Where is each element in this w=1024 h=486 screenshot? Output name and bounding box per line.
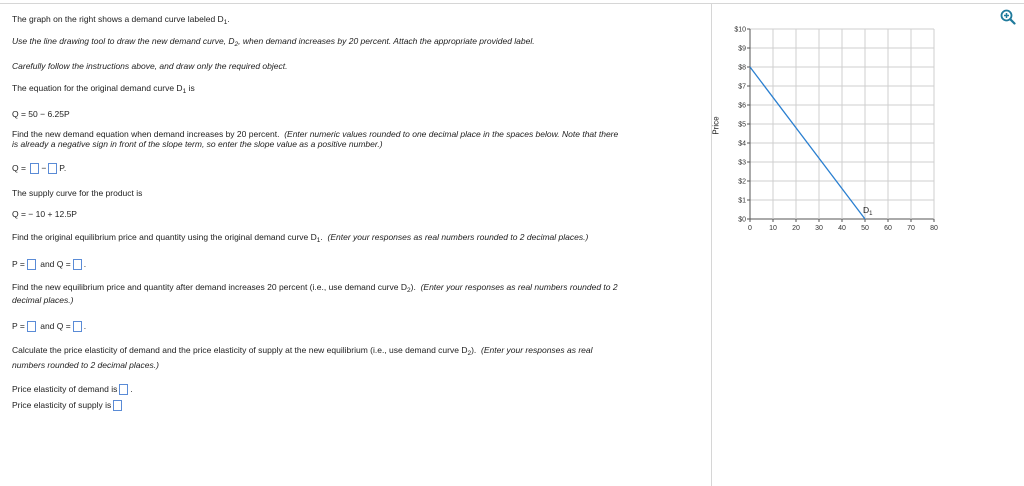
instruction-text: Use the line drawing tool to draw the new demand curve, $D_2$, when demand increases by 20 percent. Attach the appropriate provided label. (12, 36, 535, 48)
new-equilibrium-note: decimal places.) (12, 295, 74, 305)
elasticity-note: numbers rounded to 2 decimal places.) (12, 360, 159, 370)
original-price-input[interactable] (27, 259, 36, 270)
new-equilibrium-question: Find the new equilibrium price and quantity after demand increases 20 percent (i.e., use demand curve $D_2$). (Enter your responses as real numbers rounded to 2 (12, 282, 618, 294)
demand-equation: Q = 50 − 6.25P (12, 109, 70, 119)
new-demand-note: is already a negative sign in front of the slope term, so enter the slope value as a positive number.) (12, 139, 383, 149)
demand-graph[interactable] (713, 18, 953, 253)
original-equilibrium-row: P = and Q = . (12, 259, 87, 269)
supply-elasticity-input[interactable] (113, 400, 122, 411)
elasticity-question: Calculate the price elasticity of demand and the price elasticity of supply at the new equilibrium (i.e., use demand curve $D_2$). (Enter your responses as real (12, 345, 593, 357)
supply-intro: The supply curve for the product is (12, 188, 143, 198)
x-tick-label: 20 (792, 225, 800, 232)
y-tick-labels (734, 27, 750, 224)
original-equilibrium-question: Find the original equilibrium price and quantity using the original demand curve $D_1$. (Enter your responses as real numbers rounded to 2 decimal places.) (12, 232, 589, 244)
y-tick-label: $3 (738, 159, 746, 167)
y-tick-label: $10 (734, 26, 746, 34)
intercept-input[interactable] (30, 163, 39, 174)
y-tick-label: $4 (738, 140, 746, 148)
original-quantity-input[interactable] (73, 259, 82, 270)
y-tick-label: $1 (738, 197, 746, 205)
y-axis-label: Price (711, 116, 721, 135)
demand-equation-intro: The equation for the original demand curve $D_1$ is (12, 83, 195, 95)
x-tick-label: 40 (838, 225, 846, 232)
y-tick-label: $2 (738, 178, 746, 186)
new-demand-equation-row: Q = − P. (12, 163, 67, 173)
y-tick-label: $9 (738, 45, 746, 53)
x-tick-label: 0 (748, 225, 752, 232)
x-tick-label: 60 (884, 225, 892, 232)
curve-label-d1: $D_1$ (863, 205, 873, 217)
zoom-in-button[interactable] (1000, 9, 1016, 25)
x-tick-label: 70 (907, 225, 915, 232)
y-tick-label: $6 (738, 102, 746, 110)
x-tick-label: 80 (930, 225, 938, 232)
new-quantity-input[interactable] (73, 321, 82, 332)
demand-elasticity-row: Price elasticity of demand is . (12, 384, 133, 394)
zoom-in-icon (1000, 9, 1016, 25)
y-tick-label: $7 (738, 83, 746, 91)
new-equilibrium-row: P = and Q = . (12, 321, 87, 331)
x-tick-label: 30 (815, 225, 823, 232)
new-demand-question: Find the new demand equation when demand increases by 20 percent. (Enter numeric values rounded to one decimal place in the spaces below. Note that there (12, 129, 619, 139)
demand-elasticity-input[interactable] (119, 384, 128, 395)
x-tick-label: 50 (861, 225, 869, 232)
y-tick-label: $5 (738, 121, 746, 129)
x-tick-labels (748, 219, 938, 232)
slope-input[interactable] (48, 163, 57, 174)
x-tick-label: 10 (769, 225, 777, 232)
intro-text: The graph on the right shows a demand curve labeled $D_1$. (12, 14, 230, 26)
graph-grid (750, 29, 934, 219)
y-tick-label: $8 (738, 64, 746, 72)
new-price-input[interactable] (27, 321, 36, 332)
caution-text: Carefully follow the instructions above, and draw only the required object. (12, 61, 288, 71)
supply-equation: Q = − 10 + 12.5P (12, 209, 77, 219)
y-tick-label: $0 (738, 216, 746, 224)
panel-divider (711, 3, 712, 486)
supply-elasticity-row: Price elasticity of supply is (12, 400, 124, 411)
question-panel (12, 0, 712, 486)
